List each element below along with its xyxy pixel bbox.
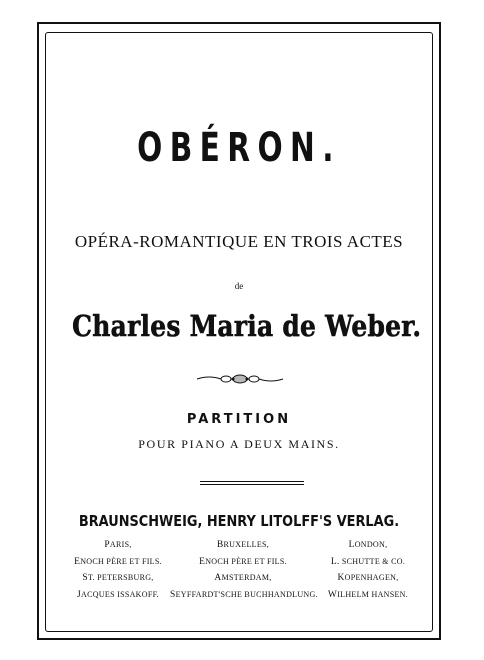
divider-rule-top: [200, 481, 304, 482]
agent-line: WILHELM HANSEN.: [327, 589, 409, 600]
agent-line: ST. PETERSBURG,: [82, 573, 154, 583]
instrumentation: POUR PIANO A DEUX MAINS.: [138, 437, 340, 451]
agent-line: BRUXELLES,: [216, 540, 270, 550]
opera-title: OBÉRON.: [137, 125, 341, 171]
agent-line: ENOCH PÈRE ET FILS.: [74, 556, 162, 567]
agents-column-left: [63, 537, 173, 603]
agent-line: L. SCHUTTE & CO.: [330, 556, 406, 567]
agent-line: PARIS,: [104, 540, 132, 550]
agent-line: ENOCH PÈRE ET FILS.: [199, 556, 287, 567]
agent-line: AMSTERDAM,: [214, 573, 272, 583]
by-word: de: [234, 281, 244, 291]
agents-column-middle: [170, 537, 316, 603]
opera-subtitle: OPÉRA-ROMANTIQUE EN TROIS ACTES: [74, 232, 404, 251]
publisher-line: BRAUNSCHWEIG, HENRY LITOLFF'S VERLAG.: [78, 512, 400, 530]
agents-column-right: [318, 537, 418, 603]
composer-name: Charles Maria de Weber.: [72, 309, 422, 343]
divider-rule-bottom: [200, 484, 304, 485]
ornament-divider: [195, 372, 285, 386]
agent-line: JACQUES ISSAKOFF.: [77, 589, 159, 600]
agent-line: SEYFFARDT'SCHE BUCHHANDLUNG.: [170, 589, 318, 600]
agent-line: KOPENHAGEN,: [337, 573, 399, 583]
partition-heading: PARTITION: [186, 412, 292, 427]
agent-line: LONDON,: [348, 540, 388, 550]
